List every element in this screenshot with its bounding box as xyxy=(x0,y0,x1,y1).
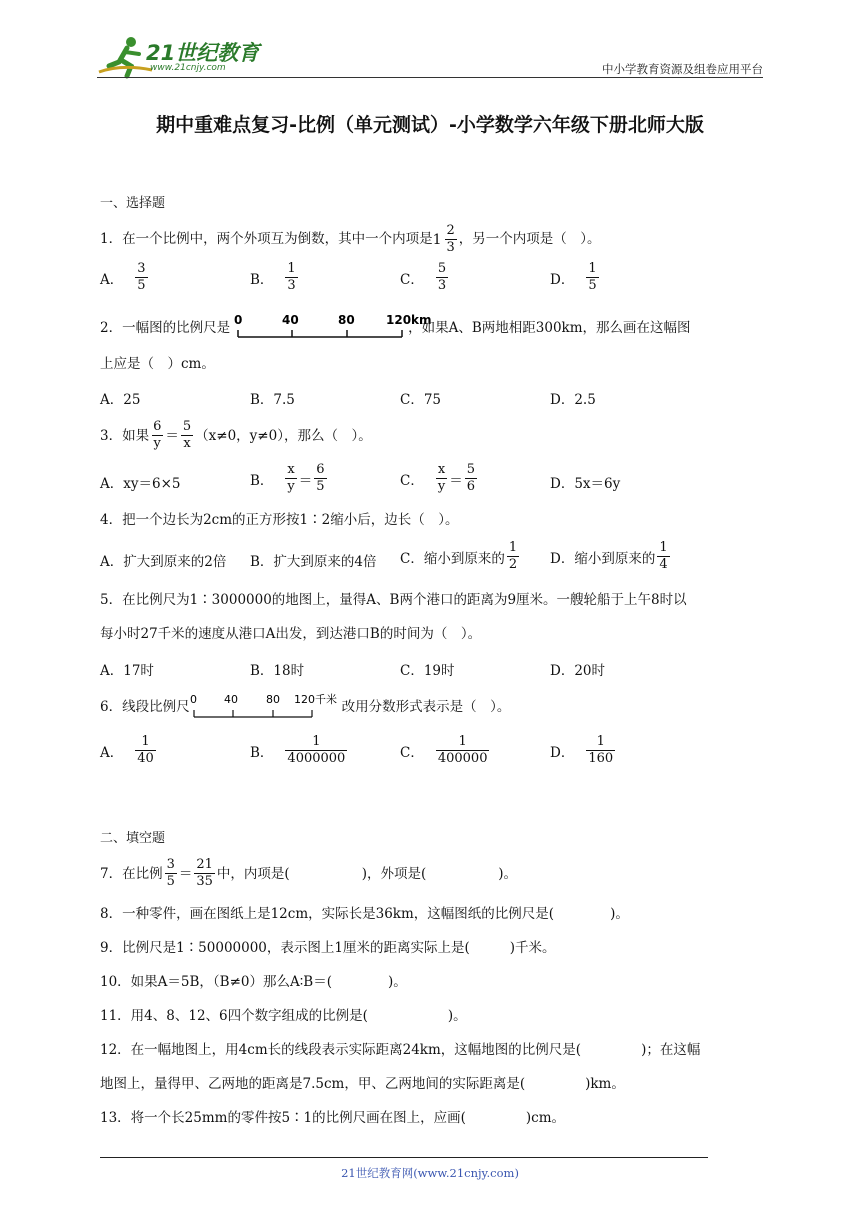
option-text: C．缩小到原来的 xyxy=(400,550,505,567)
q2-option-c[interactable]: C．75 xyxy=(400,392,442,408)
q4-option-d[interactable] xyxy=(550,541,672,572)
fraction-numerator: 1 xyxy=(588,261,597,276)
q1-option-d[interactable] xyxy=(550,262,601,293)
fraction-numerator: 1 xyxy=(458,734,467,749)
question-text: )。 xyxy=(498,865,518,882)
q5-option-c[interactable]: C．19时 xyxy=(400,663,455,679)
fraction-numerator: 1 xyxy=(287,261,296,276)
question-text: 12．在一幅地图上，用4cm长的线段表示实际距离24km，这幅地图的比例尺是( xyxy=(100,1042,582,1058)
equals-sign: ＝ xyxy=(165,427,179,444)
scale-tick-label: 40 xyxy=(223,693,238,706)
fraction-denominator: 4000000 xyxy=(287,751,346,766)
question-text: 3．如果 xyxy=(100,427,150,444)
question-10 xyxy=(100,973,407,991)
fraction-numerator: 21 xyxy=(196,857,213,872)
scale-tick-label: 80 xyxy=(338,313,355,327)
question-text: 2．一幅图的比例尺是 xyxy=(100,320,231,336)
option-label: C． xyxy=(400,271,424,288)
q3-option-b[interactable] xyxy=(250,463,329,494)
q2-option-b[interactable]: B．7.5 xyxy=(250,392,295,408)
header-divider xyxy=(97,77,763,78)
scale-tick-label: 40 xyxy=(282,313,299,327)
q6-option-c[interactable] xyxy=(400,735,491,766)
fraction-denominator: 35 xyxy=(196,874,213,889)
fraction-denominator: 5 xyxy=(166,874,175,889)
question-12-line-1 xyxy=(100,1041,700,1059)
q6-option-d[interactable] xyxy=(550,735,617,766)
scale-tick-label: 120千米 xyxy=(293,693,337,706)
fraction-denominator: 2 xyxy=(508,557,518,572)
question-text: ，如果A、B两地相距300km，那么画在这幅图 xyxy=(408,320,691,336)
option-label: D． xyxy=(550,271,575,288)
question-text: 8．一种零件，画在图纸上是12cm，实际长是36km，这幅图纸的比例尺是( xyxy=(100,906,555,922)
question-text: )，外项是( xyxy=(361,865,427,882)
fraction-numerator: 1 xyxy=(596,734,605,749)
question-3 xyxy=(100,420,372,451)
question-12-line-2 xyxy=(100,1075,625,1093)
question-text: 6．线段比例尺 xyxy=(100,699,190,715)
q3-option-d[interactable]: D．5x＝6y xyxy=(550,476,621,492)
fraction-denominator: y xyxy=(437,479,446,494)
option-label: C． xyxy=(400,744,424,761)
fraction-numerator: 1 xyxy=(508,540,518,555)
mixed-whole: 1 xyxy=(432,231,442,248)
q4-option-a[interactable]: A．扩大到原来的2倍 xyxy=(100,554,227,570)
page-title: 期中重难点复习-比例（单元测试）-小学数学六年级下册北师大版 xyxy=(156,114,704,136)
scale-tick-label: 0 xyxy=(234,313,243,327)
scale-tick-label: 120km xyxy=(386,313,432,327)
fraction-numerator: 1 xyxy=(659,540,668,555)
q1-option-b[interactable] xyxy=(250,262,300,293)
scale-tick-label: 80 xyxy=(265,693,280,706)
q1-option-c[interactable] xyxy=(400,262,450,293)
fraction-numerator: x xyxy=(287,462,295,477)
question-text: 9．比例尺是1∶50000000，表示图上1厘米的距离实际上是( xyxy=(100,940,470,956)
equals-sign: ＝ xyxy=(298,472,313,489)
fraction-numerator: 1 xyxy=(141,734,150,749)
fraction-denominator: 4 xyxy=(659,557,668,572)
question-4: 4．把一个边长为2cm的正方形按1∶2缩小后，边长（ ）。 xyxy=(100,512,459,528)
logo-url: www.21cnjy.com xyxy=(150,63,226,73)
q6-option-b[interactable] xyxy=(250,735,349,766)
q2-option-a[interactable]: A．25 xyxy=(100,392,141,408)
fraction-denominator: 400000 xyxy=(437,751,488,766)
question-13 xyxy=(100,1109,565,1127)
section-heading-choice: 一、选择题 xyxy=(100,196,166,211)
question-text: （x≠0，y≠0），那么（ ）。 xyxy=(195,427,372,444)
question-text: )。 xyxy=(387,974,407,990)
q6-option-a[interactable] xyxy=(100,735,158,766)
platform-name: 中小学教育资源及组卷应用平台 xyxy=(602,62,763,76)
question-text: 改用分数形式表示是（ ）。 xyxy=(341,699,511,715)
logo-text: 21世纪教育 xyxy=(146,41,260,65)
fraction-denominator: x xyxy=(183,436,191,451)
question-11 xyxy=(100,1007,467,1025)
fraction-denominator: y xyxy=(153,436,161,451)
question-text: ，另一个内项是（ ）。 xyxy=(458,231,601,247)
q5-option-d[interactable]: D．20时 xyxy=(550,663,606,679)
fraction-denominator: 3 xyxy=(437,278,447,293)
line-scale-bar xyxy=(190,692,350,722)
question-2-line-2: 上应是（ ）cm。 xyxy=(100,356,215,372)
mixed-number xyxy=(433,224,459,255)
option-label: B． xyxy=(250,271,274,288)
question-8 xyxy=(100,905,629,923)
question-text: 7．在比例 xyxy=(100,865,163,882)
question-text: )。 xyxy=(610,906,629,922)
question-text: )cm。 xyxy=(525,1110,566,1126)
option-text: D．缩小到原来的 xyxy=(550,550,656,567)
fraction-numerator: 1 xyxy=(312,734,321,749)
option-label: C． xyxy=(400,472,424,489)
line-scale-bar xyxy=(232,313,432,343)
fraction-denominator: 5 xyxy=(588,278,597,293)
q1-option-a[interactable] xyxy=(100,262,150,293)
q4-option-c[interactable] xyxy=(400,541,521,572)
option-label: D． xyxy=(550,744,575,761)
question-text: )；在这幅 xyxy=(641,1042,701,1058)
question-5-line-2: 每小时27千米的速度从港口A出发，到达港口B的时间为（ ）。 xyxy=(100,626,482,642)
option-label: A． xyxy=(100,744,124,761)
fraction-numerator: 5 xyxy=(437,261,447,276)
option-label: B． xyxy=(250,472,274,489)
option-label: B． xyxy=(250,744,274,761)
q3-option-c[interactable] xyxy=(400,463,479,494)
question-text: 11．用4、8、12、6四个数字组成的比例是( xyxy=(100,1008,368,1024)
question-text: 中，内项是( xyxy=(216,865,290,882)
question-text: 10．如果A＝5B，（B≠0）那么A∶B＝( xyxy=(100,974,332,990)
q5-option-b[interactable]: B．18时 xyxy=(250,663,305,679)
fraction-denominator: 160 xyxy=(588,751,614,766)
q3-option-a[interactable]: A．xy＝6×5 xyxy=(100,476,181,492)
question-6 xyxy=(100,692,510,722)
fraction-numerator: 6 xyxy=(316,462,325,477)
section-heading-fill: 二、填空题 xyxy=(100,831,166,846)
fraction-numerator: 3 xyxy=(166,857,175,872)
question-2 xyxy=(100,313,691,343)
question-5-line-1: 5．在比例尺为1∶3000000的地图上，量得A、B两个港口的距离为9厘米。一艘轮船于上午8时以 xyxy=(100,592,687,608)
question-text: 1．在一个比例中，两个外项互为倒数，其中一个内项是 xyxy=(100,231,433,247)
footer-text[interactable]: 21世纪教育网(www.21cnjy.com) xyxy=(341,1166,519,1180)
fraction-denominator: y xyxy=(287,479,295,494)
option-label: A． xyxy=(100,271,124,288)
question-text: )。 xyxy=(447,1008,467,1024)
equals-sign: ＝ xyxy=(449,472,463,489)
question-text: 地图上，量得甲、乙两地的距离是7.5cm，甲、乙两地间的实际距离是( xyxy=(100,1076,526,1092)
q2-option-d[interactable]: D．2.5 xyxy=(550,392,596,408)
fraction-denominator: 40 xyxy=(137,751,154,766)
fraction-denominator: 5 xyxy=(137,278,146,293)
scale-tick-label: 0 xyxy=(189,693,197,706)
equals-sign: ＝ xyxy=(178,865,193,882)
fraction-numerator: x xyxy=(437,462,446,477)
fraction-numerator: 6 xyxy=(153,419,162,434)
question-7 xyxy=(100,858,517,889)
question-text: )千米。 xyxy=(509,940,556,956)
fraction-numerator: 5 xyxy=(466,462,475,477)
fraction-denominator: 6 xyxy=(466,479,475,494)
question-text: 13．将一个长25mm的零件按5∶1的比例尺画在图上，应画( xyxy=(100,1110,466,1126)
q5-option-a[interactable]: A．17时 xyxy=(100,663,154,679)
fraction-denominator: 5 xyxy=(316,479,325,494)
question-1 xyxy=(100,224,601,255)
fraction-numerator: 3 xyxy=(137,261,146,276)
question-text: )km。 xyxy=(585,1076,625,1092)
question-9 xyxy=(100,939,556,957)
q4-option-b[interactable]: B．扩大到原来的4倍 xyxy=(250,554,377,570)
fraction-denominator: 3 xyxy=(287,278,296,293)
fraction-numerator: 2 xyxy=(446,223,455,238)
fraction-denominator: 3 xyxy=(446,240,455,255)
fraction-numerator: 5 xyxy=(182,419,192,434)
footer-divider xyxy=(100,1157,708,1158)
